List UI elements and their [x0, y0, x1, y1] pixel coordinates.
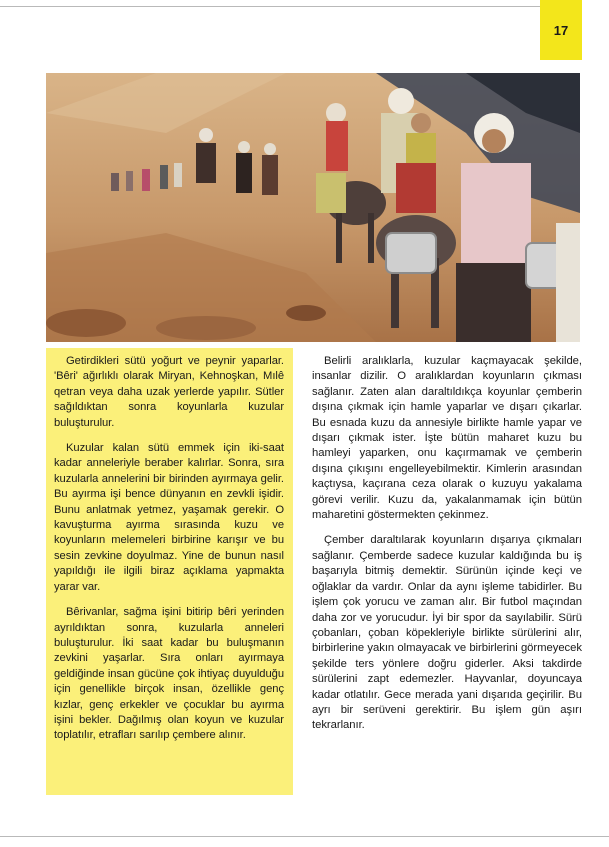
left-paragraph-1: Getirdikleri sütü yoğurt ve peynir yaparlar. 'Bêri' ağırlıklı olarak Miryan, Kehnoşkan, Mılê qetran veya daha uzak yerlerde yapılır. Sütler sağıldıktan sonra koyunlarla kuzular buluşturulur.: [54, 355, 284, 429]
right-column: [304, 348, 582, 744]
top-rule: [0, 6, 540, 7]
left-paragraph-3: Bêrivanlar, sağma işini bitirip bêri yerinden ayrıldıktan sonra, kuzularla anneleri buluşturulur. İki saat kadar bu buluşmanın zevkini yaşarlar. Sıra onları ayırmaya geldiğinde insan gücüne çok ihtiyaç duyulduğu için genellikle birçok insan, özellikle genç kızlar, genç erkekler ve çocuklar bu ayırma işini bekler. Dağılmış olan koyun ve kuzular toplatılır, etrafları sarılıp çembere alınır.: [54, 606, 284, 742]
photo-women-with-donkeys: [46, 73, 580, 342]
right-paragraph-1: Belirli aralıklarla, kuzular kaçmayacak şekilde, insanlar dizilir. O aralıklardan koyunların çıkması sağlanır. Zaten alan daraltıldıkça koyunlar çemberin dışına çıkmak için hamle yaparlar ve dışarı çıkarlar. Bu esnada kuzu da annesiyle birlikte hamle yapar ve dışarı çıkmak ister. İşte bütün maharet kuzu bu hamleyi yaparken, onu kaçırmamak ve çemberin dışına çıkışını engelleyebilmektir. Kimlerin arasından kaçtıysa, kaçırana ceza olarak o kuzuyu yakalama görevi verilir. Kuzu da, yakalanmamak için bütün maharetini göstermekten çekinmez.: [312, 355, 582, 522]
left-paragraph-2: Kuzular kalan sütü emmek için iki-saat kadar anneleriyle beraber kalırlar. Sonra, sıra kuzularla annelerini bir birinden ayırmaya gelir. Bu ayırma işi bence dünyanın en zevkli işidir. Bunu anlatmak yetmez, yaşamak gerekir. O kavuşturma ayırma sırasında kuzu ve koyunların melemeleri birbirine karışır ve bu sesin zevkine doyulmaz. Yine de bunun nasıl yapıldığı ile ilgili biraz açıklama yapmakta yarar var.: [54, 442, 284, 593]
photo-illustration: [46, 73, 580, 342]
bottom-rule: [0, 836, 609, 837]
page-number-tab: [540, 0, 582, 60]
left-column-highlighted: [46, 348, 293, 795]
page-number: 17: [553, 22, 569, 38]
right-paragraph-2: Çember daraltılarak koyunların dışarıya çıkmaları sağlanır. Çemberde sadece kuzular kaldığında bu iş başarıyla bitmiş demektir. Sürünün içinde keçi ve oğlaklar da vardır. Onlar da aynı işleme tabidirler. Bu işlem çok yorucu ve zaman alır. Bir futbol maçından daha zor ve yorucudur. İyi bir spor da sayılabilir. Sürü çobanları, çoban köpekleriyle birlikte sürülerini alır, birbirlerine yakın olmayacak ve birbirlerini görmeyecek şekilde ters yönlere doğru giderler. Aksi takdirde sürülerini zapt edemezler. Hayvanlar, doyuncaya kadar otlatılır. Gece merada yani dışarıda geçirilir. Bu ayrı bir serüveni gerektirir. Bu işlem gün aşırı tekrarlanır.: [312, 534, 582, 732]
